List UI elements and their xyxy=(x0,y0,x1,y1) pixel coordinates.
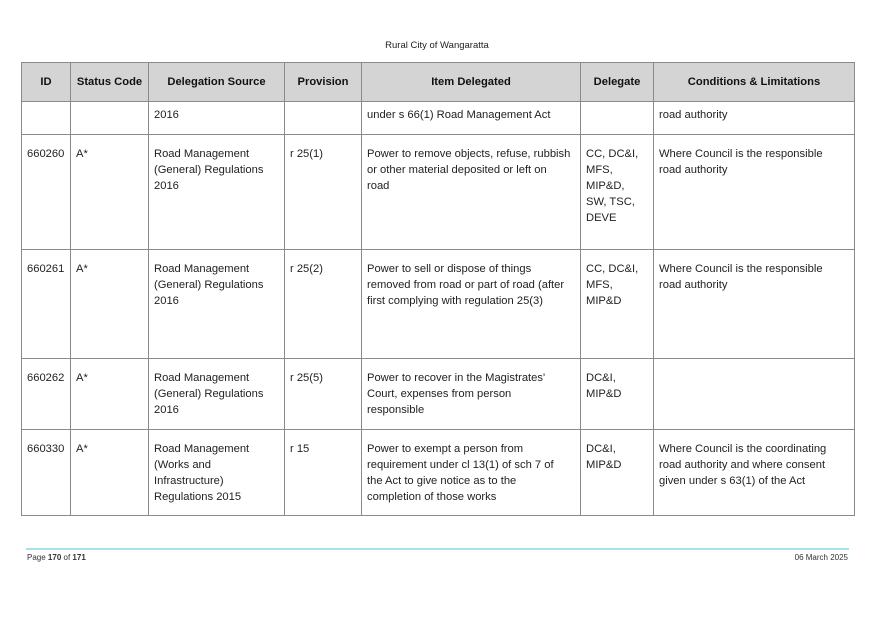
cell-item-delegated xyxy=(362,135,581,250)
footer-page-number xyxy=(27,553,86,562)
cell-id xyxy=(22,102,71,135)
cell-text-line: the Act to give notice as to the xyxy=(367,475,517,487)
cell-text-line: (General) Regulations xyxy=(154,279,264,291)
cell-text-line: 660262 xyxy=(27,372,65,384)
cell-status-code xyxy=(71,250,149,359)
table-body xyxy=(22,102,855,516)
cell-text-line: road xyxy=(367,180,390,192)
cell-text-line: road authority xyxy=(659,279,728,291)
cell-text-line: removed from road or part of road (after xyxy=(367,279,565,291)
cell-text-line: first complying with regulation 25(3) xyxy=(367,295,543,307)
cell-text-line: A* xyxy=(76,443,88,455)
cell-text-line: SW, TSC, xyxy=(586,196,635,208)
cell-delegate xyxy=(581,250,654,359)
cell-conditions xyxy=(654,430,855,516)
cell-delegation-source xyxy=(149,359,285,430)
cell-text-line: r 25(5) xyxy=(290,372,323,384)
table-row xyxy=(22,135,855,250)
cell-provision xyxy=(285,430,362,516)
cell-status-code xyxy=(71,102,149,135)
cell-id xyxy=(22,135,71,250)
cell-text-line: DC&I, xyxy=(586,443,616,455)
cell-text-line: under s 66(1) Road Management Act xyxy=(367,109,551,121)
cell-delegation-source xyxy=(149,250,285,359)
cell-item-delegated xyxy=(362,430,581,516)
cell-text-line: MFS, xyxy=(586,279,613,291)
cell-text-line: DC&I, xyxy=(586,372,616,384)
cell-delegation-source xyxy=(149,430,285,516)
cell-text-line: MFS, xyxy=(586,164,613,176)
cell-text-line: (General) Regulations xyxy=(154,388,264,400)
cell-text-line: Court, expenses from person xyxy=(367,388,512,400)
cell-text-line: road authority and where consent xyxy=(659,459,826,471)
cell-text-line: MIP&D xyxy=(586,388,622,400)
cell-delegation-source xyxy=(149,135,285,250)
cell-provision xyxy=(285,135,362,250)
cell-text-line: 2016 xyxy=(154,109,179,121)
cell-text-line: Where Council is the responsible xyxy=(659,148,823,160)
footer-page-total: 171 xyxy=(72,553,86,562)
cell-text-line: CC, DC&I, xyxy=(586,148,639,160)
cell-delegate xyxy=(581,135,654,250)
cell-conditions xyxy=(654,135,855,250)
column-header-conditions: Conditions & Limitations xyxy=(654,63,855,102)
cell-text-line: r 25(1) xyxy=(290,148,323,160)
table-row xyxy=(22,250,855,359)
page-header-title: Rural City of Wangaratta xyxy=(385,40,489,51)
delegations-table xyxy=(21,62,855,516)
table-row xyxy=(22,359,855,430)
cell-conditions xyxy=(654,250,855,359)
cell-text-line: Where Council is the coordinating xyxy=(659,443,827,455)
column-header-delegation-source: Delegation Source xyxy=(149,63,285,102)
cell-text-line: r 25(2) xyxy=(290,263,323,275)
cell-text-line: completion of those works xyxy=(367,491,497,503)
cell-text-line: (Works and xyxy=(154,459,211,471)
cell-text-line: CC, DC&I, xyxy=(586,263,639,275)
cell-text-line: r 15 xyxy=(290,443,310,455)
cell-text-line: responsible xyxy=(367,404,425,416)
cell-text-line: Road Management xyxy=(154,372,250,384)
cell-provision xyxy=(285,102,362,135)
cell-text-line: or other material deposited or left on xyxy=(367,164,547,176)
cell-text-line: DEVE xyxy=(586,212,617,224)
cell-id xyxy=(22,430,71,516)
footer-page-of: of xyxy=(63,553,71,562)
cell-text-line: Road Management xyxy=(154,148,250,160)
cell-text-line: A* xyxy=(76,148,88,160)
column-header-status-code: Status Code xyxy=(71,63,149,102)
cell-text-line: (General) Regulations xyxy=(154,164,264,176)
cell-text-line: Infrastructure) xyxy=(154,475,224,487)
cell-status-code xyxy=(71,359,149,430)
cell-text-line: Power to remove objects, refuse, rubbish xyxy=(367,148,571,160)
cell-item-delegated xyxy=(362,102,581,135)
cell-text-line: given under s 63(1) of the Act xyxy=(659,475,806,487)
cell-text-line: MIP&D xyxy=(586,459,622,471)
cell-provision xyxy=(285,359,362,430)
cell-text-line: 2016 xyxy=(154,180,179,192)
table-row xyxy=(22,430,855,516)
cell-conditions xyxy=(654,359,855,430)
cell-text-line: requirement under cl 13(1) of sch 7 of xyxy=(367,459,554,471)
cell-delegate xyxy=(581,430,654,516)
footer-page-label: Page xyxy=(27,553,46,562)
cell-id xyxy=(22,250,71,359)
footer-divider xyxy=(26,548,849,550)
cell-text-line: road authority xyxy=(659,164,728,176)
cell-text-line: 660330 xyxy=(27,443,65,455)
cell-conditions xyxy=(654,102,855,135)
column-header-delegate: Delegate xyxy=(581,63,654,102)
table-header-row xyxy=(22,63,855,102)
cell-text-line: Road Management xyxy=(154,443,250,455)
cell-text-line: road authority xyxy=(659,109,728,121)
column-header-item-delegated: Item Delegated xyxy=(362,63,581,102)
footer-date: 06 March 2025 xyxy=(794,553,848,562)
cell-text-line: Regulations 2015 xyxy=(154,491,242,503)
cell-delegate xyxy=(581,102,654,135)
cell-text-line: Where Council is the responsible xyxy=(659,263,823,275)
cell-delegation-source xyxy=(149,102,285,135)
cell-status-code xyxy=(71,135,149,250)
cell-text-line: Power to exempt a person from xyxy=(367,443,524,455)
cell-text-line: MIP&D, xyxy=(586,180,625,192)
table-row xyxy=(22,102,855,135)
column-header-id: ID xyxy=(22,63,71,102)
cell-text-line: A* xyxy=(76,372,88,384)
cell-status-code xyxy=(71,430,149,516)
cell-text-line: Power to recover in the Magistrates' xyxy=(367,372,546,384)
column-header-provision: Provision xyxy=(285,63,362,102)
footer-page-current: 170 xyxy=(47,553,62,562)
cell-text-line: A* xyxy=(76,263,88,275)
cell-text-line: 660261 xyxy=(27,263,65,275)
cell-provision xyxy=(285,250,362,359)
cell-text-line: MIP&D xyxy=(586,295,622,307)
cell-text-line: 2016 xyxy=(154,404,179,416)
cell-text-line: Road Management xyxy=(154,263,250,275)
cell-item-delegated xyxy=(362,359,581,430)
cell-text-line: 660260 xyxy=(27,148,65,160)
cell-text-line: Power to sell or dispose of things xyxy=(367,263,532,275)
cell-item-delegated xyxy=(362,250,581,359)
cell-text-line: 2016 xyxy=(154,295,179,307)
cell-id xyxy=(22,359,71,430)
cell-delegate xyxy=(581,359,654,430)
